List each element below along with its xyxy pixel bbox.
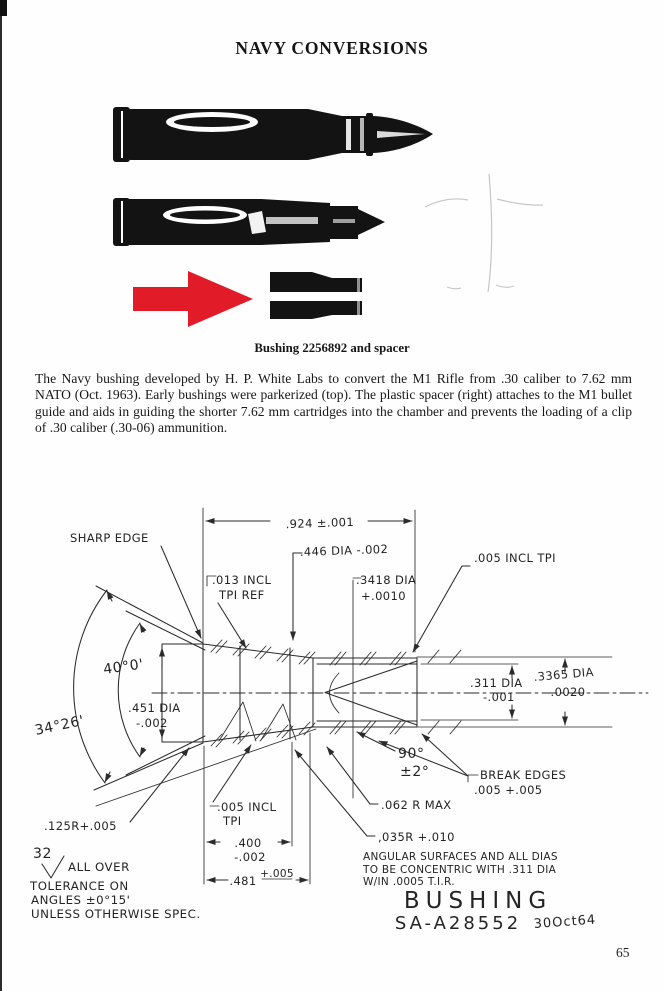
dim-005-bot-line2: TPI (223, 814, 242, 828)
angle-90-line2: ±2° (400, 764, 430, 780)
angle-3426: 34°26' (33, 712, 86, 739)
dim-481-tolerance: +.005 (260, 868, 294, 880)
figure-photos (0, 90, 664, 340)
dim-311-line2: -.001 (483, 690, 515, 704)
concentric-note-line3: W/IN .0005 T.I.R. (363, 876, 455, 888)
break-edges-line2: .005 +.005 (474, 783, 543, 797)
scan-corner-artifact (0, 0, 7, 16)
dim-400-line1: .400 (234, 836, 262, 850)
photo-cartridge-nato (113, 107, 433, 162)
photo-bushing (267, 272, 365, 319)
dim-013-line1: .013 INCL (212, 573, 272, 587)
dim-451-line2: -.002 (136, 716, 168, 730)
angle-90-line1: 90° (398, 746, 425, 762)
concentric-note-line2: TO BE CONCENTRIC WITH .311 DIA (363, 864, 557, 876)
figure-caption (0, 341, 664, 356)
break-edges-line1: BREAK EDGES (480, 768, 567, 782)
dim-3418-line2: +.0010 (361, 589, 406, 603)
angle-fan (74, 586, 205, 790)
drawing-date: 30Oct64 (533, 912, 597, 932)
figure-description: The Navy bushing developed by H. P. White Labs to convert the M1 Rifle from .30 caliber to 7.62 mm NATO (Oct. 1963). Early bushings were parkerized (top). The plastic spacer (right) attaches to the M1 bullet guide and aids in guiding the shorter 7.62 mm cartridges into the chamber and prevents the loading of a clip of .30 caliber (.30-06) ammunition. (35, 371, 632, 435)
hatch-marks (211, 640, 461, 747)
red-arrow-head (188, 271, 253, 327)
figure-caption-text: Bushing 2256892 and spacer (254, 341, 410, 355)
dim-062: .062 R MAX (381, 798, 452, 812)
drawing-title: BUSHING (403, 888, 553, 914)
finish-all-over: ALL OVER (68, 860, 130, 874)
dim-3365-line1: .3365 DIA (533, 664, 595, 684)
page-title: NAVY CONVERSIONS (235, 38, 429, 58)
photo-spacer-faint (425, 174, 543, 292)
engineering-drawing (0, 480, 664, 950)
dim-400-line2: -.002 (234, 850, 266, 864)
label-sharp-edge: SHARP EDGE (70, 531, 149, 545)
dim-005-bot-line1: .005 INCL (217, 800, 277, 814)
tolerance-note-line1: TOLERANCE ON (30, 879, 129, 893)
angle-40: 40°0' (102, 656, 145, 678)
dim-3418-line1: .3418 DIA (356, 573, 417, 587)
tolerance-note-line2: ANGLES ±0°15' (31, 893, 131, 907)
dim-451-line1: .451 DIA (128, 701, 181, 715)
dim-924: .924 ±.001 (285, 514, 355, 532)
page-number: 65 (616, 945, 630, 960)
dim-013-line2: TPI REF (219, 588, 265, 602)
concentric-note-line1: ANGULAR SURFACES AND ALL DIAS (363, 851, 558, 863)
dim-3365-line2: -.0020 (546, 685, 586, 699)
drawing-part-number: SA-A28552 (394, 913, 522, 934)
dim-311-line1: .311 DIA (470, 676, 523, 690)
photo-cartridge-dummy (113, 198, 385, 246)
dim-446: .446 DIA -.002 (299, 541, 389, 559)
red-arrow-shaft (133, 287, 189, 311)
red-arrow (133, 271, 253, 327)
dim-125r: .125R+.005 (44, 819, 117, 833)
dim-035: ,035R +.010 (378, 830, 455, 844)
tolerance-note-line3: UNLESS OTHERWISE SPEC. (31, 907, 201, 921)
dim-481: .481 (229, 874, 257, 888)
finish-32: 32 (33, 846, 53, 862)
dim-005-top: .005 INCL TPI (474, 551, 556, 565)
